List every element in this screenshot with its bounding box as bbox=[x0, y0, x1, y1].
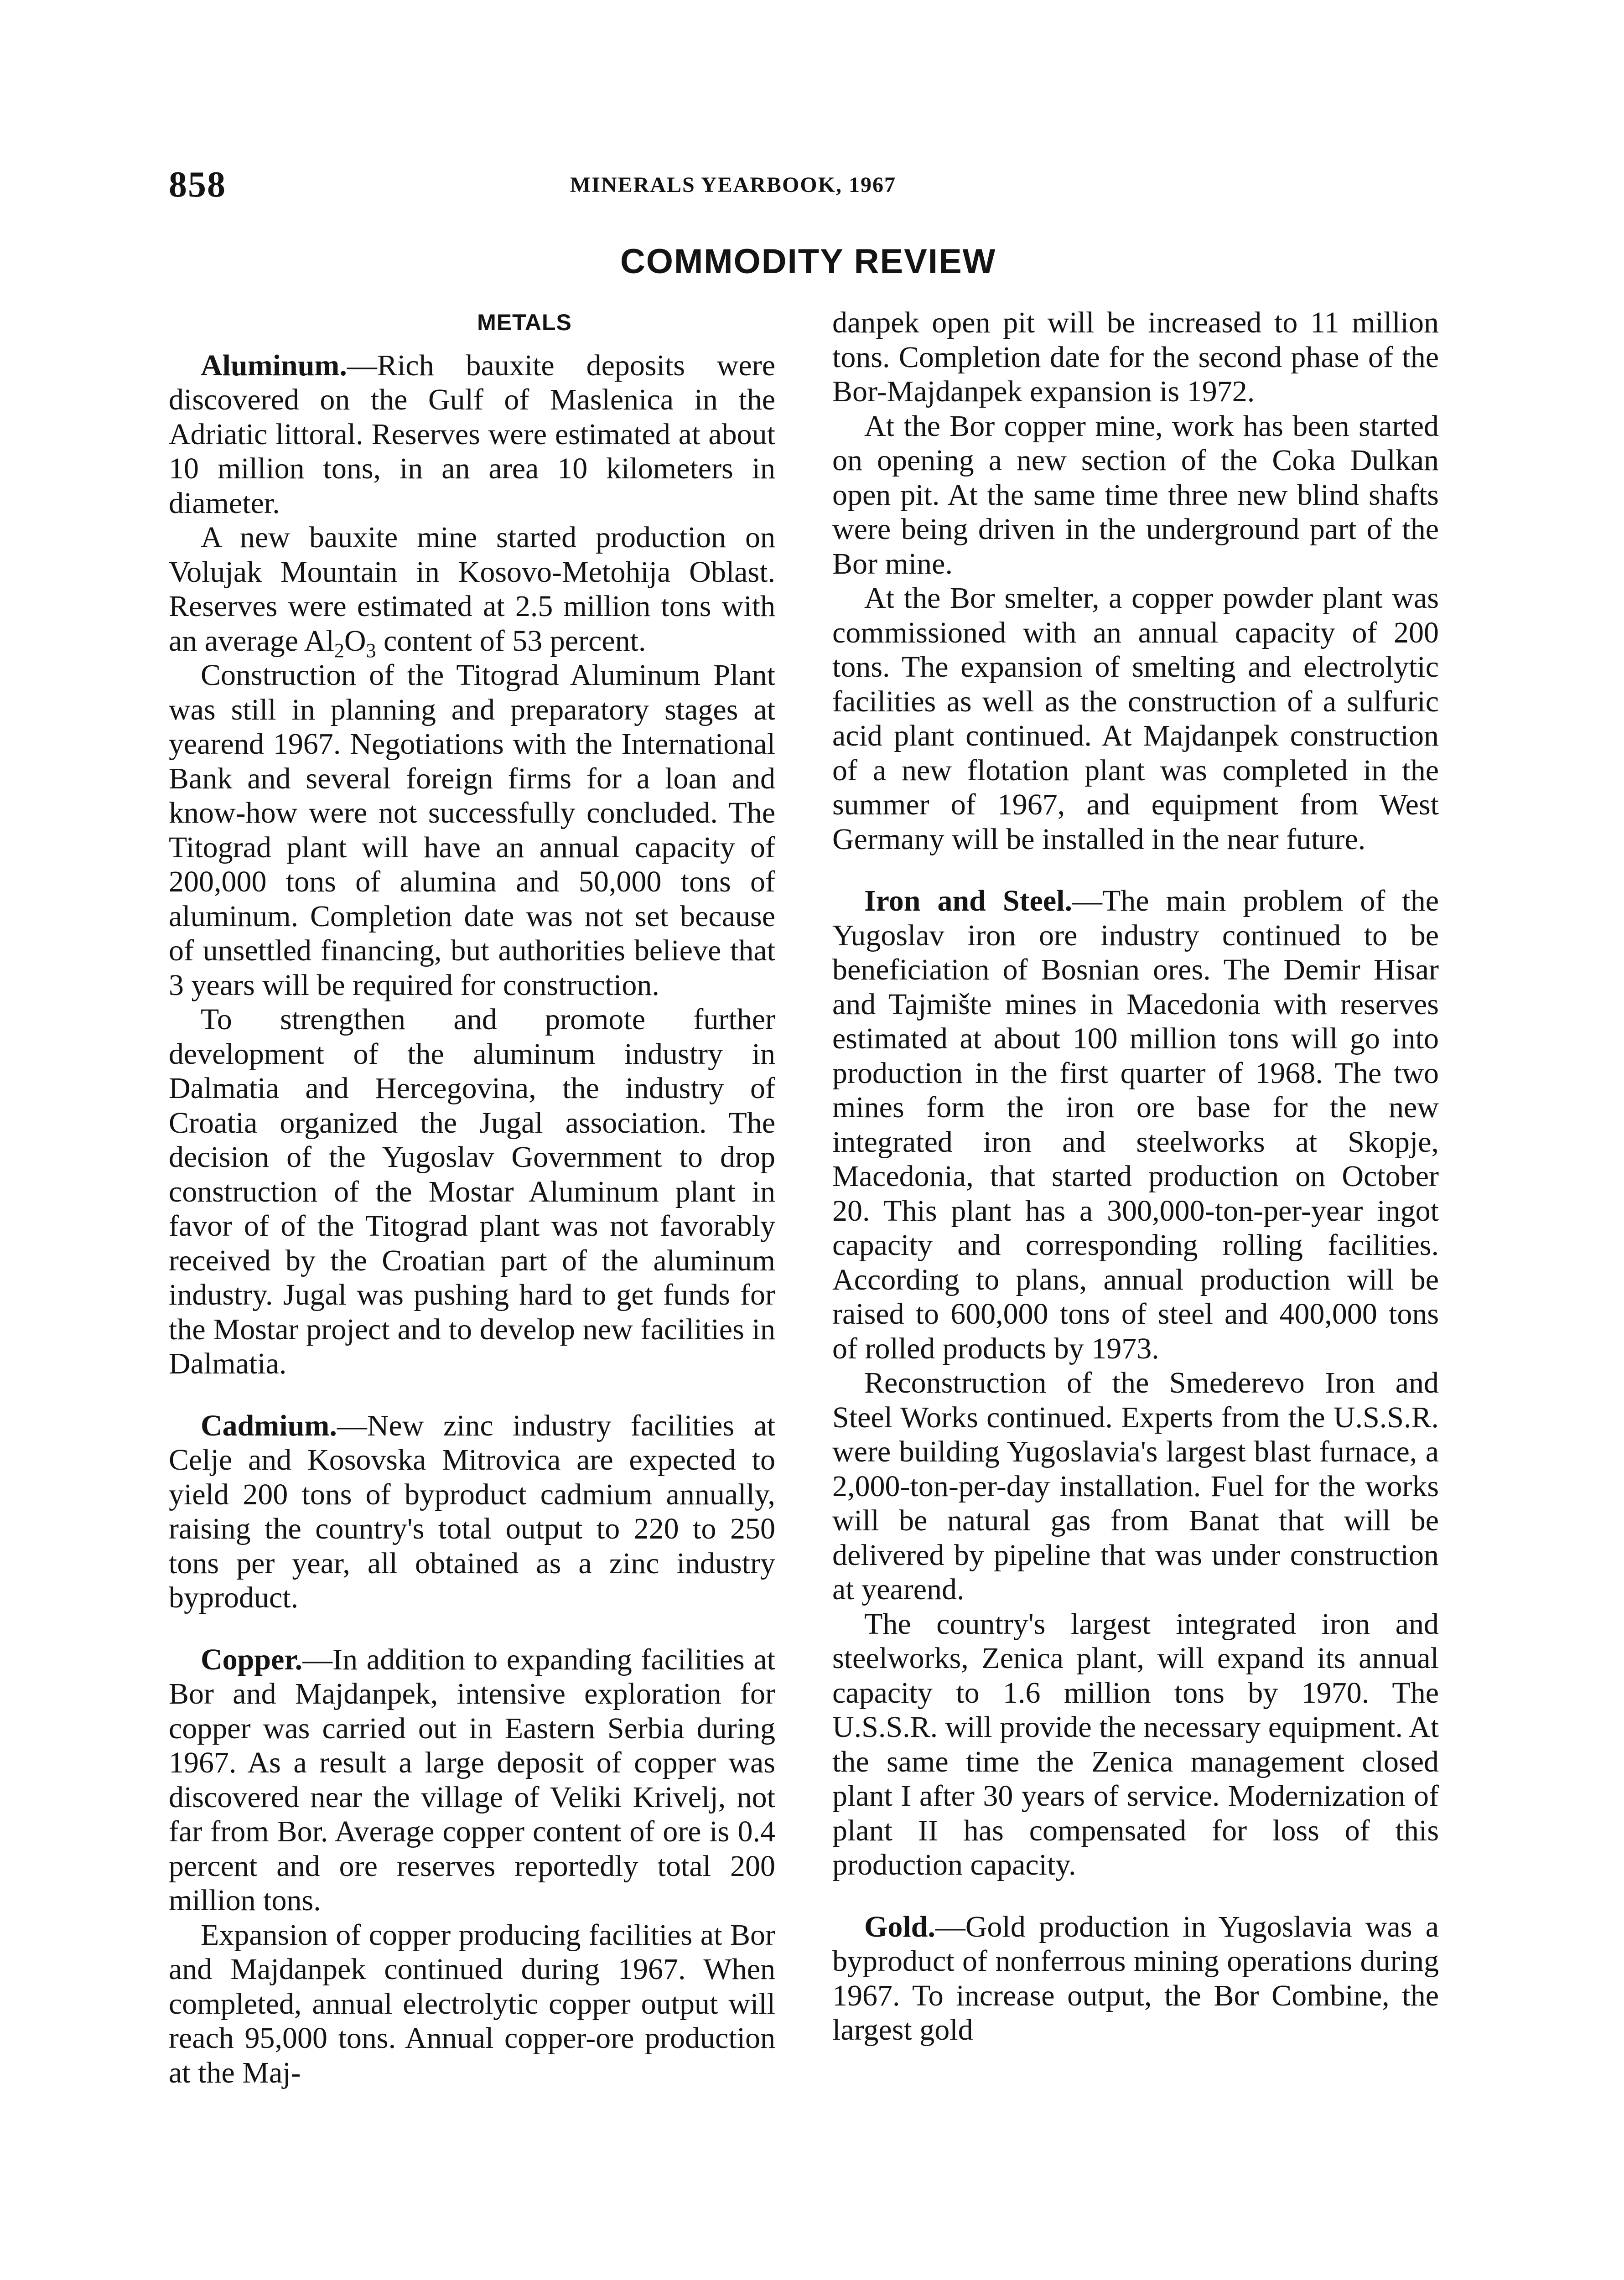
aluminum-heading: Aluminum. bbox=[201, 348, 347, 382]
copper-paragraph-1 bbox=[169, 1643, 775, 1918]
copper-paragraph-2: Expansion of copper producing facilities at Bor and Majdanpek continued during 1967. When completed, annual electrolytic copper output will reach 95,000 tons. Annual copper-ore production at the Maj- bbox=[169, 1918, 775, 2089]
iron-steel-paragraph-2: Reconstruction of the Smederevo Iron and Steel Works continued. Experts from the U.S.S.R. were building Yugoslavia's largest blast furnace, a 2,000-ton-per-day installation. Fuel for the works will be natural gas from Banat that will be delivered by pipeline that was under construction at yearend. bbox=[832, 1366, 1439, 1606]
aluminum-paragraph-4: To strengthen and promote further development of the aluminum industry in Dalmatia and Hercegovina, the industry of Croatia organized the Jugal association. The decision of the Yugoslav Government to drop construction of the Mostar Aluminum plant in favor of of the Titograd plant was not favorably received by the Croatian part of the aluminum industry. Jugal was pushing hard to get funds for the Mostar project and to develop new facilities in Dalmatia. bbox=[169, 1003, 775, 1380]
cadmium-text: —New zinc industry facilities at Celje and Kosovska Mitrovica are expected to yield 200 tons of byproduct cadmium annually, raising the country's total output to 220 to 250 tons per year, all obtained as a zinc industry byproduct. bbox=[169, 1409, 775, 1614]
metals-subhead: METALS bbox=[477, 310, 572, 335]
copper-continued-paragraph: danpek open pit will be increased to 11 million tons. Completion date for the second phase of the Bor-Majdanpek expansion is 1972. bbox=[832, 306, 1439, 408]
bor-smelter-paragraph: At the Bor smelter, a copper powder plant was commissioned with an annual capacity of 200 tons. The expansion of smelting and electrolytic facilities as well as the construction of a sulfuric acid plant continued. At Majdanpek construction of a new flotation plant was completed in the summer of 1967, and equipment from West Germany will be installed in the near future. bbox=[832, 581, 1439, 856]
gold-paragraph bbox=[832, 1910, 1439, 2047]
formula-subscript-2: 2 bbox=[334, 639, 344, 662]
bor-mine-paragraph: At the Bor copper mine, work has been started on opening a new section of the Coka Dulkan open pit. At the same time three new blind shafts were being driven in the underground part of the Bor mine. bbox=[832, 409, 1439, 580]
section-title: COMMODITY REVIEW bbox=[620, 242, 996, 281]
aluminum-text-2b: content of 53 percent. bbox=[376, 624, 646, 658]
running-head: MINERALS YEARBOOK, 1967 bbox=[570, 173, 896, 197]
copper-text-1: —In addition to expanding facilities at Bor and Majdanpek, intensive exploration for copper was carried out in Eastern Serbia during 1967. As a result a large deposit of copper was discovered near the village of Veliki Krivelj, not far from Bor. Average copper content of ore is 0.4 percent and ore reserves reportedly total 200 million tons. bbox=[169, 1643, 775, 1917]
copper-heading: Copper. bbox=[201, 1643, 303, 1676]
iron-steel-paragraph-1 bbox=[832, 884, 1439, 1366]
iron-steel-paragraph-3: The country's largest integrated iron and steelworks, Zenica plant, will expand its annual capacity to 1.6 million tons by 1970. The U.S.S.R. will provide the necessary equipment. At the same time the Zenica management closed plant I after 30 years of service. Modernization of plant II has compensated for loss of this production capacity. bbox=[832, 1607, 1439, 1881]
iron-steel-text-1: —The main problem of the Yugoslav iron ore industry continued to be beneficiation of Bosnian ores. The Demir Hisar and Tajmište mines in Macedonia with reserves estimated at about 100 million tons will go into production in the first quarter of 1968. The two mines form the iron ore base for the new integrated iron and steelworks at Skopje, Macedonia, that started production on October 20. This plant has a 300,000-ton-per-year ingot capacity and corresponding rolling facilities. According to plans, annual production will be raised to 600,000 tons of steel and 400,000 tons of rolled products by 1973. bbox=[832, 884, 1439, 1365]
cadmium-heading: Cadmium. bbox=[201, 1409, 337, 1442]
cadmium-paragraph bbox=[169, 1409, 775, 1615]
left-column bbox=[169, 306, 775, 2090]
aluminum-text-2a: A new bauxite mine started production on Volujak Mountain in Kosovo-Metohija Oblast. Reserves were estimated at 2.5 million tons with an average Al bbox=[169, 521, 775, 658]
page-number: 858 bbox=[169, 165, 226, 205]
right-column bbox=[832, 306, 1439, 2047]
gold-text: —Gold production in Yugoslavia was a byproduct of nonferrous mining operations during 1967. To increase output, the Bor Combine, the largest gold bbox=[832, 1910, 1439, 2047]
aluminum-paragraph-2 bbox=[169, 520, 775, 662]
iron-steel-heading: Iron and Steel. bbox=[864, 884, 1072, 917]
aluminum-paragraph-1 bbox=[169, 348, 775, 521]
formula-oxygen: O bbox=[344, 624, 366, 658]
aluminum-text-1: —Rich bauxite deposits were discovered on the Gulf of Maslenica in the Adriatic littoral. Reserves were estimated at about 10 million tons, in an area 10 kilometers in diameter. bbox=[169, 348, 775, 520]
gold-heading: Gold. bbox=[864, 1910, 935, 1943]
aluminum-paragraph-3: Construction of the Titograd Aluminum Plant was still in planning and preparatory stages at yearend 1967. Negotiations with the International Bank and several foreign firms for a loan and know-how were not successfully concluded. The Titograd plant will have an annual capacity of 200,000 tons of alumina and 50,000 tons of aluminum. Completion date was not set because of unsettled financing, but authorities believe that 3 years will be required for construction. bbox=[169, 658, 775, 1002]
formula-subscript-3: 3 bbox=[366, 639, 376, 662]
